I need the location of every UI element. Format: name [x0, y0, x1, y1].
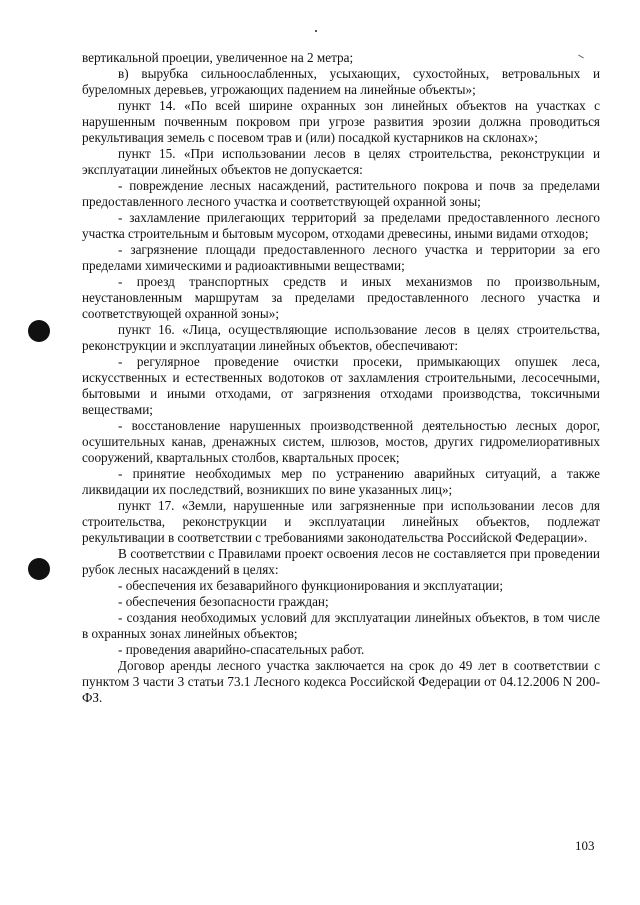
paragraph: пункт 14. «По всей ширине охранных зон линейных объектов на участках с нарушенным почвенным покровом при угрозе развития эрозии должна проводиться рекультивация земель с посевом трав и (или) посадкой кустарников на склонах»;: [82, 98, 600, 145]
paragraph: - обеспечения безопасности граждан;: [118, 594, 329, 609]
paragraph: В соответствии с Правилами проект освоения лесов не составляется при проведении рубок лесных насаждений в целях:: [82, 546, 600, 577]
paragraph: - обеспечения их безаварийного функционирования и эксплуатации;: [118, 578, 503, 593]
paragraph: - загрязнение площади предоставленного лесного участка и территории за его пределами химическими и радиоактивными веществами;: [82, 242, 600, 273]
paragraph: - восстановление нарушенных производственной деятельностью лесных дорог, осушительных канав, дренажных систем, шлюзов, мостов, других гидромелиоративных сооружений, квартальных столбов, квартальных просек;: [82, 418, 600, 465]
paragraph: - принятие необходимых мер по устранению аварийных ситуаций, а также ликвидации их последствий, возникших по вине указанных лиц»;: [82, 466, 600, 497]
paragraph: пункт 15. «При использовании лесов в целях строительства, реконструкции и эксплуатации линейных объектов не допускается:: [82, 146, 600, 177]
paragraph: в) вырубка сильноослабленных, усыхающих, сухостойных, ветровальных и буреломных деревьев, угрожающих падением на линейные объекты»;: [82, 66, 600, 97]
document-body: [82, 50, 600, 706]
paragraph: - захламление прилегающих территорий за пределами предоставленного лесного участка строительным и бытовым мусором, отходами древесины, иными видами отходов;: [82, 210, 600, 241]
paragraph: - проезд транспортных средств и иных механизмов по произвольным, неустановленным маршрутам за пределами предоставленного лесного участка и соответствующей охранной зоны»;: [82, 274, 600, 321]
paragraph: - создания необходимых условий для эксплуатации линейных объектов, в том числе в охранных зонах линейных объектов;: [82, 610, 600, 641]
punch-hole-mark: [28, 558, 50, 580]
paragraph: Договор аренды лесного участка заключается на срок до 49 лет в соответствии с пунктом 3 части 3 статьи 73.1 Лесного кодекса Российской Федерации от 04.12.2006 N 200-ФЗ.: [82, 658, 600, 705]
scan-speck: [315, 30, 317, 32]
paragraph: - повреждение лесных насаждений, растительного покрова и почв за пределами предоставленного лесного участка и соответствующей охранной зоны;: [82, 178, 600, 209]
paragraph: пункт 16. «Лица, осуществляющие использование лесов в целях строительства, реконструкции и эксплуатации линейных объектов, обеспечивают:: [82, 322, 600, 353]
paragraph-text: вертикальной прое: [82, 50, 189, 65]
paragraph: - проведения аварийно-спасательных работ.: [118, 642, 365, 657]
page-number: 103: [575, 838, 595, 853]
paragraph: [82, 50, 600, 66]
punch-hole-mark: [28, 320, 50, 342]
paragraph-text-continuation: ции, увеличенное на 2 метра;: [188, 50, 354, 65]
paragraph: пункт 17. «Земли, нарушенные или загрязненные при использовании лесов для строительства, реконструкции и эксплуатации линейных объектов, подлежат рекультивации в соответствии с требованиями законодательства Российской Федерации».: [82, 498, 600, 545]
paragraph: - регулярное проведение очистки просеки, примыкающих опушек леса, искусственных и естественных водотоков от захламления строительными, лесосечными, бытовыми и иными отходами, от загрязнения отходами производства, токсичными веществами;: [82, 354, 600, 417]
